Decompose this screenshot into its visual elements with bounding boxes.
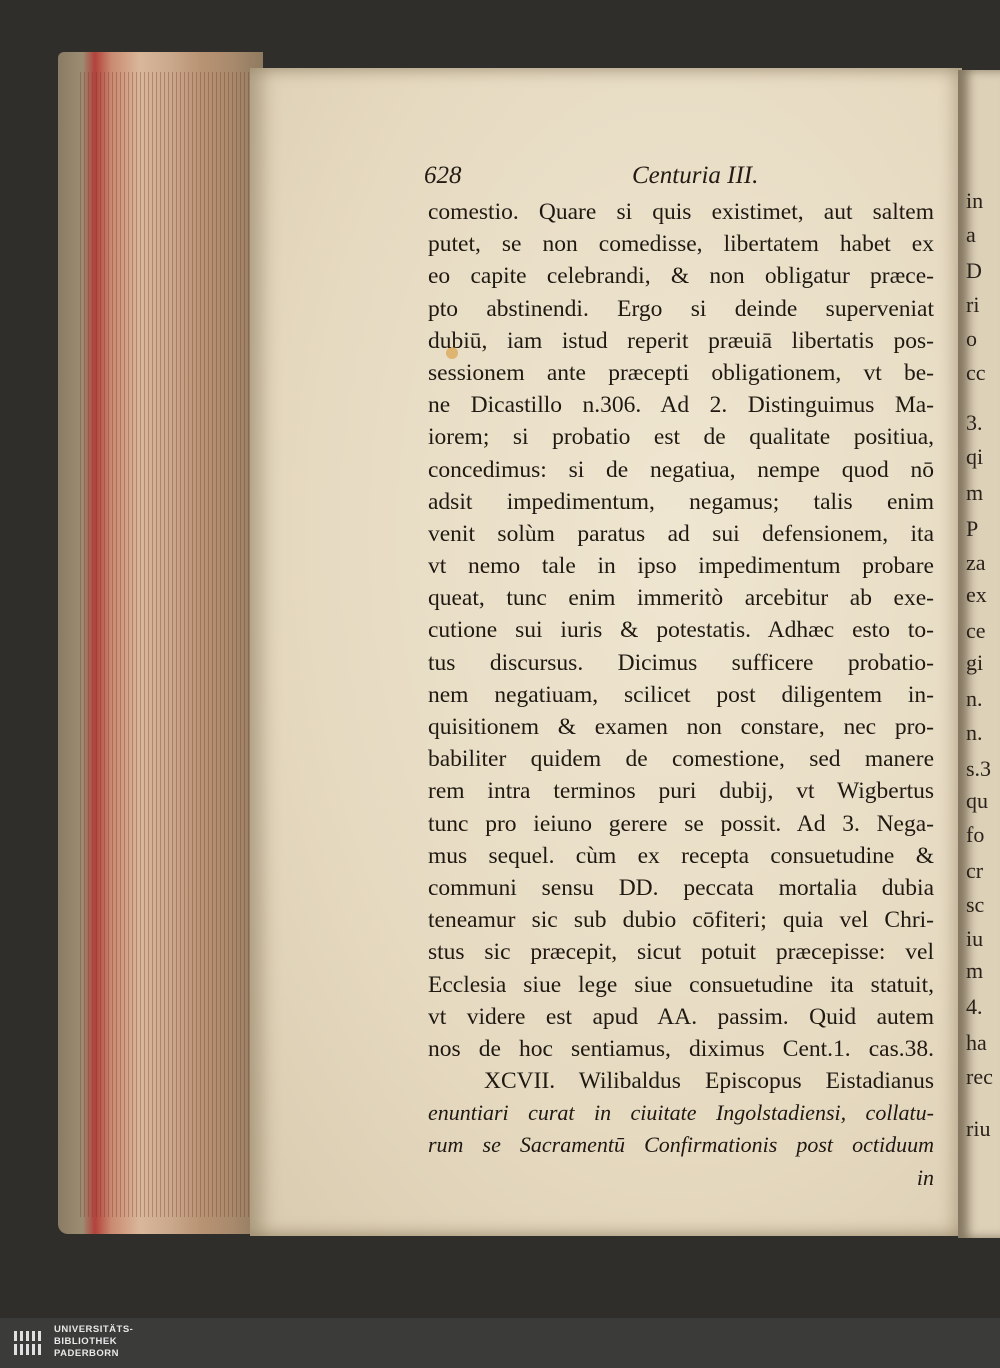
facing-page-fragment: D xyxy=(966,258,982,283)
facing-page-fragment: sc xyxy=(966,892,985,917)
facing-page-fragment: n. xyxy=(966,720,983,745)
library-name xyxy=(54,1324,133,1360)
facing-page-fragment: cc xyxy=(966,360,986,385)
text-line: communi sensu DD. peccata mortalia dubia xyxy=(428,874,934,901)
facing-page-fragment: m xyxy=(966,958,984,983)
text-line: rem intra terminos puri dubij, vt Wigbertus xyxy=(428,778,934,805)
text-line: queat, tunc enim immeritò arcebitur ab exe- xyxy=(428,585,934,612)
facing-page-fragment: rec xyxy=(966,1064,993,1089)
text-line: vt nemo tale in ipso impedimentum probare xyxy=(428,553,934,580)
text-line: adsit impedimentum, negamus; talis enim xyxy=(428,488,934,515)
page-edges xyxy=(58,52,263,1234)
facing-page-fragment: iu xyxy=(966,926,984,951)
facing-page-fragment: za xyxy=(966,550,986,575)
facing-page-fragment: a xyxy=(966,222,976,247)
facing-page-fragment: m xyxy=(966,480,984,505)
text-line: pto abstinendi. Ergo si deinde superveniat xyxy=(428,295,934,322)
text-line: iorem; si probatio est de qualitate positiua, xyxy=(428,424,934,451)
facing-page-fragment: gi xyxy=(966,650,984,675)
text-line: vt videre est apud AA. passim. Quid autem xyxy=(428,1003,934,1030)
text-line: mus sequel. cùm ex recepta consuetudine & xyxy=(428,842,934,869)
text-line: concedimus: si de negatiua, nempe quod nō xyxy=(428,456,934,483)
italic-text-line: enuntiari curat in ciuitate Ingolstadiensi, collatu- xyxy=(428,1100,934,1126)
text-line: comestio. Quare si quis existimet, aut saltem xyxy=(428,199,934,225)
facing-page-fragment: 4. xyxy=(966,994,983,1019)
facing-page-fragment: P xyxy=(966,516,979,541)
italic-text-line: rum se Sacramentū Confirmationis post octiduum xyxy=(428,1132,934,1158)
text-line: eo capite celebrandi, & non obligatur præce- xyxy=(428,263,934,290)
library-name-line: PADERBORN xyxy=(54,1348,120,1359)
facing-page-fragment: ha xyxy=(966,1030,987,1055)
facing-page-fragment: ex xyxy=(966,582,987,607)
text-line: babiliter quidem de comestione, sed manere xyxy=(428,746,934,773)
text-line: stus sic præcepit, sicut potuit præcepisse: vel xyxy=(428,939,934,966)
text-line: quisitionem & examen non constare, nec pro- xyxy=(428,714,934,740)
text-line: venit solùm paratus ad sui defensionem, ita xyxy=(428,520,934,547)
text-line: cutione sui iuris & potestatis. Adhæc esto to- xyxy=(428,617,934,644)
facing-page-fragment: fo xyxy=(966,822,985,847)
text-line: ne Dicastillo n.306. Ad 2. Distinguimus Ma- xyxy=(428,392,934,419)
text-line: nem negatiuam, scilicet post diligentem in- xyxy=(428,681,934,708)
facing-page-fragment: ri xyxy=(966,292,980,317)
library-name-line: UNIVERSITÄTS- xyxy=(54,1324,134,1335)
facing-page-fragment: ce xyxy=(966,618,986,643)
body-text xyxy=(428,196,934,1194)
running-title: Centuria III. xyxy=(632,162,759,189)
facing-page-fragment: n. xyxy=(966,686,983,711)
catchword: in xyxy=(916,1164,934,1190)
facing-page-fragment: riu xyxy=(966,1116,991,1141)
facing-page-fragment: 3. xyxy=(966,410,983,435)
facing-page-fragment: o xyxy=(966,326,977,351)
text-line: tus discursus. Dicimus sufficere probatio- xyxy=(428,649,934,676)
text-line: dubiū, iam istud reperit præuiā libertatis pos- xyxy=(428,327,934,354)
facing-page-fragment: cr xyxy=(966,858,984,883)
facing-page-fragment: in xyxy=(966,188,984,213)
library-name-line: BIBLIOTHEK xyxy=(54,1336,118,1347)
facing-page-fragment: qu xyxy=(966,788,988,813)
text-line: tunc pro ieiuno gerere se possit. Ad 3. Nega- xyxy=(428,810,934,837)
text-line: sessionem ante præcepti obligationem, vt be- xyxy=(428,359,934,386)
text-line: Ecclesia siue lege siue consuetudine ita statuit, xyxy=(428,971,934,998)
facing-page-edge xyxy=(958,70,1000,1238)
footer-bar xyxy=(0,1318,1000,1368)
section-heading-line: XCVII. Wilibaldus Episcopus Eistadianus xyxy=(484,1068,934,1095)
text-line: putet, se non comedisse, libertatem habet ex xyxy=(428,231,934,258)
facing-page-fragment: qi xyxy=(966,444,984,469)
page-header xyxy=(424,162,760,196)
text-line: nos de hoc sentiamus, diximus Cent.1. cas.38. xyxy=(428,1035,934,1062)
facing-page-fragment: s.3 xyxy=(966,756,992,781)
text-line: teneamur sic sub dubio cōfiteri; quia vel Chri- xyxy=(428,907,934,934)
library-logo-icon xyxy=(12,1327,46,1359)
page-number: 628 xyxy=(424,162,462,189)
